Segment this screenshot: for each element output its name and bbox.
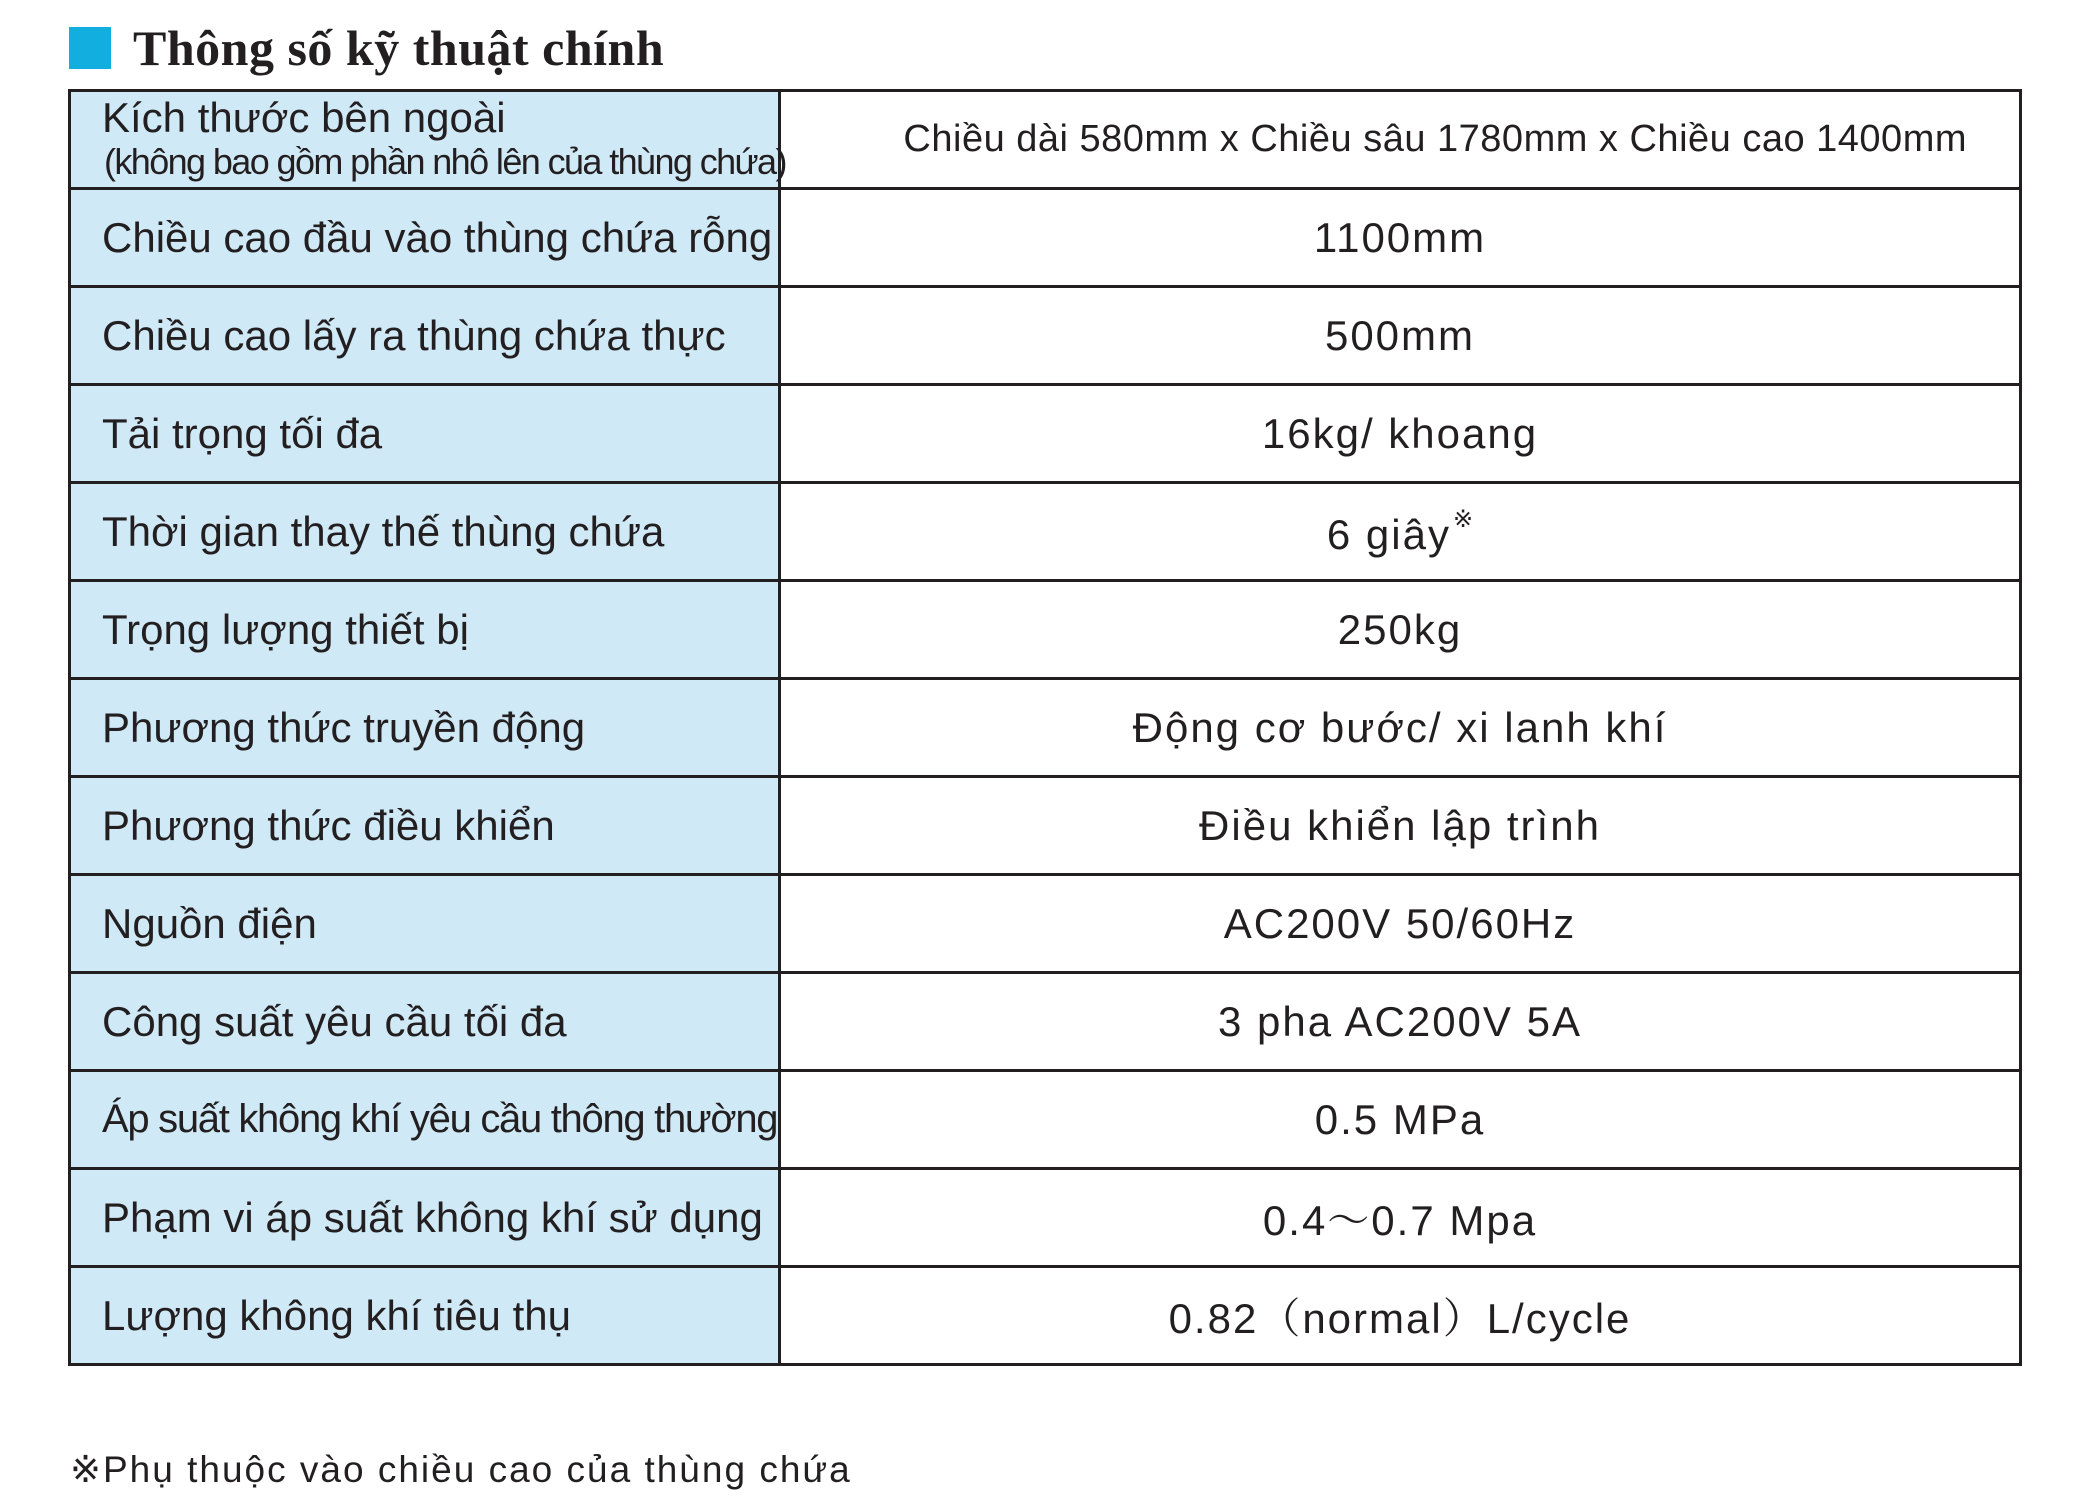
spec-value: 1100mm [780,189,2021,287]
table-row [70,189,2021,287]
spec-table [68,89,2022,1366]
spec-label: Công suất yêu cầu tối đa [70,973,780,1071]
section-heading [69,16,664,80]
footnote-mark: ※ [1452,505,1474,533]
spec-sublabel: (không bao gồm phần nhô lên của thùng chứa) [104,140,786,182]
spec-value: 0.5 MPa [780,1071,2021,1169]
spec-value: 16kg/ khoang [780,385,2021,483]
spec-label: Phương thức điều khiển [70,777,780,875]
spec-value: Động cơ bước/ xi lanh khí [780,679,2021,777]
table-row [70,287,2021,385]
page-title: Thông số kỹ thuật chính [133,20,665,76]
spec-label: Nguồn điện [70,875,780,973]
spec-label: Thời gian thay thế thùng chứa [70,483,780,581]
spec-value: 250kg [780,581,2021,679]
spec-value: Điều khiển lập trình [780,777,2021,875]
table-row [70,385,2021,483]
table-row [70,581,2021,679]
spec-label: Tải trọng tối đa [70,385,780,483]
spec-label: Chiều cao đầu vào thùng chứa rỗng [70,189,780,287]
table-row [70,777,2021,875]
spec-value-cell [780,483,2021,581]
table-row [70,1169,2021,1267]
heading-square-icon [69,27,111,69]
footnote: ※Phụ thuộc vào chiều cao của thùng chứa [70,1449,852,1490]
spec-value: Chiều dài 580mm x Chiều sâu 1780mm x Chiều cao 1400mm [780,91,2021,189]
table-row [70,483,2021,581]
table-row [70,973,2021,1071]
spec-value: AC200V 50/60Hz [780,875,2021,973]
spec-label: Lượng không khí tiêu thụ [70,1267,780,1365]
spec-label: Chiều cao lấy ra thùng chứa thực [70,287,780,385]
table-row [70,679,2021,777]
spec-label: Kích thước bên ngoài [102,93,506,141]
spec-label: Phạm vi áp suất không khí sử dụng [70,1169,780,1267]
spec-label: Trọng lượng thiết bị [70,581,780,679]
spec-value: 0.4～0.7 Mpa [780,1169,2021,1267]
table-row [70,1071,2021,1169]
table-row [70,91,2021,189]
table-row [70,1267,2021,1365]
spec-label: Áp suất không khí yêu cầu thông thường [70,1071,780,1169]
spec-value: 6 giây [1326,510,1451,558]
spec-value: 0.82（normal）L/cycle [780,1267,2021,1365]
table-row [70,875,2021,973]
spec-value: 500mm [780,287,2021,385]
spec-value: 3 pha AC200V 5A [780,973,2021,1071]
spec-label: Phương thức truyền động [70,679,780,777]
spec-label-cell [70,91,786,189]
